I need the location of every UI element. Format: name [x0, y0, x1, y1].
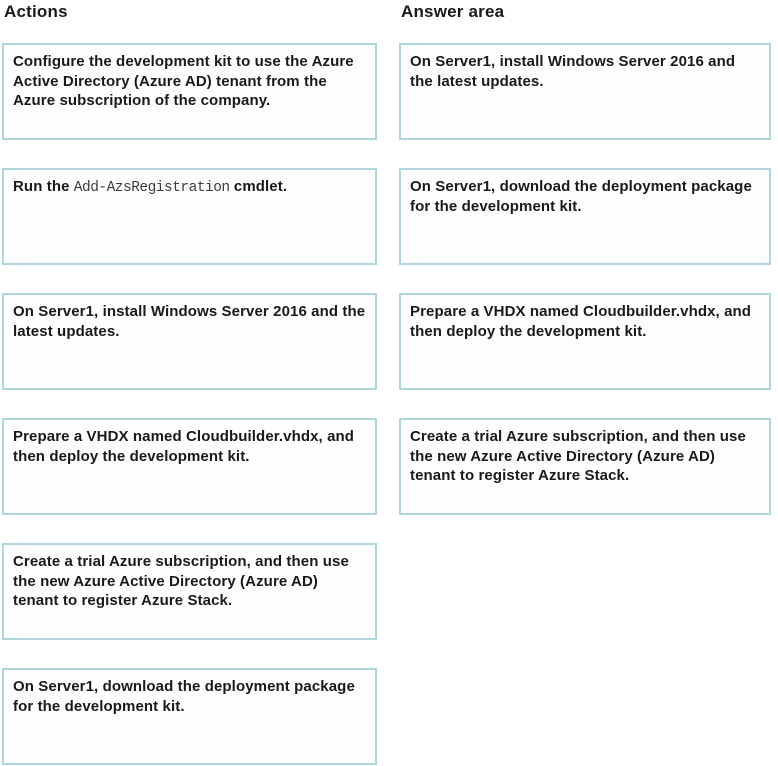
answer-card-prepare-vhdx[interactable]	[399, 293, 771, 390]
action-card-prepare-vhdx[interactable]	[2, 418, 377, 515]
cmdlet-code-text: Add-AzsRegistration	[73, 180, 230, 196]
action-card-run-cmdlet[interactable]	[2, 168, 377, 265]
actions-column	[2, 2, 377, 766]
answer-area-header: Answer area	[401, 2, 505, 21]
action-card-text: Create a trial Azure subscription, and then use the new Azure Active Directory (Azure AD) tenant to register Azure Stack.	[13, 553, 349, 609]
action-card-text-prefix: Run the	[13, 178, 74, 195]
action-card-configure-dev-kit[interactable]	[2, 43, 377, 140]
answer-card-text: Create a trial Azure subscription, and then use the new Azure Active Directory (Azure AD) tenant to register Azure Stack.	[410, 428, 746, 484]
answer-card-text: On Server1, download the deployment package for the development kit.	[410, 178, 752, 215]
action-card-download-deployment-package[interactable]	[2, 668, 377, 765]
action-card-text: On Server1, install Windows Server 2016 and the latest updates.	[13, 303, 366, 340]
answer-card-text: On Server1, install Windows Server 2016 and the latest updates.	[410, 53, 736, 90]
action-card-text: Prepare a VHDX named Cloudbuilder.vhdx, and then deploy the development kit.	[13, 428, 355, 465]
action-card-text: On Server1, download the deployment package for the development kit.	[13, 678, 355, 715]
action-card-install-windows-server[interactable]	[2, 293, 377, 390]
answer-card-install-windows-server[interactable]	[399, 43, 771, 140]
answer-card-create-trial-subscription[interactable]	[399, 418, 771, 515]
answer-area-column	[399, 2, 771, 766]
action-card-text-suffix: cmdlet.	[229, 178, 288, 195]
action-card-create-trial-subscription[interactable]	[2, 543, 377, 640]
action-card-text: Configure the development kit to use the Azure Active Directory (Azure AD) tenant from the Azure subscription of the company.	[13, 53, 354, 109]
actions-header: Actions	[4, 2, 68, 21]
answer-card-text: Prepare a VHDX named Cloudbuilder.vhdx, and then deploy the development kit.	[410, 303, 752, 340]
answer-card-download-deployment-package[interactable]	[399, 168, 771, 265]
